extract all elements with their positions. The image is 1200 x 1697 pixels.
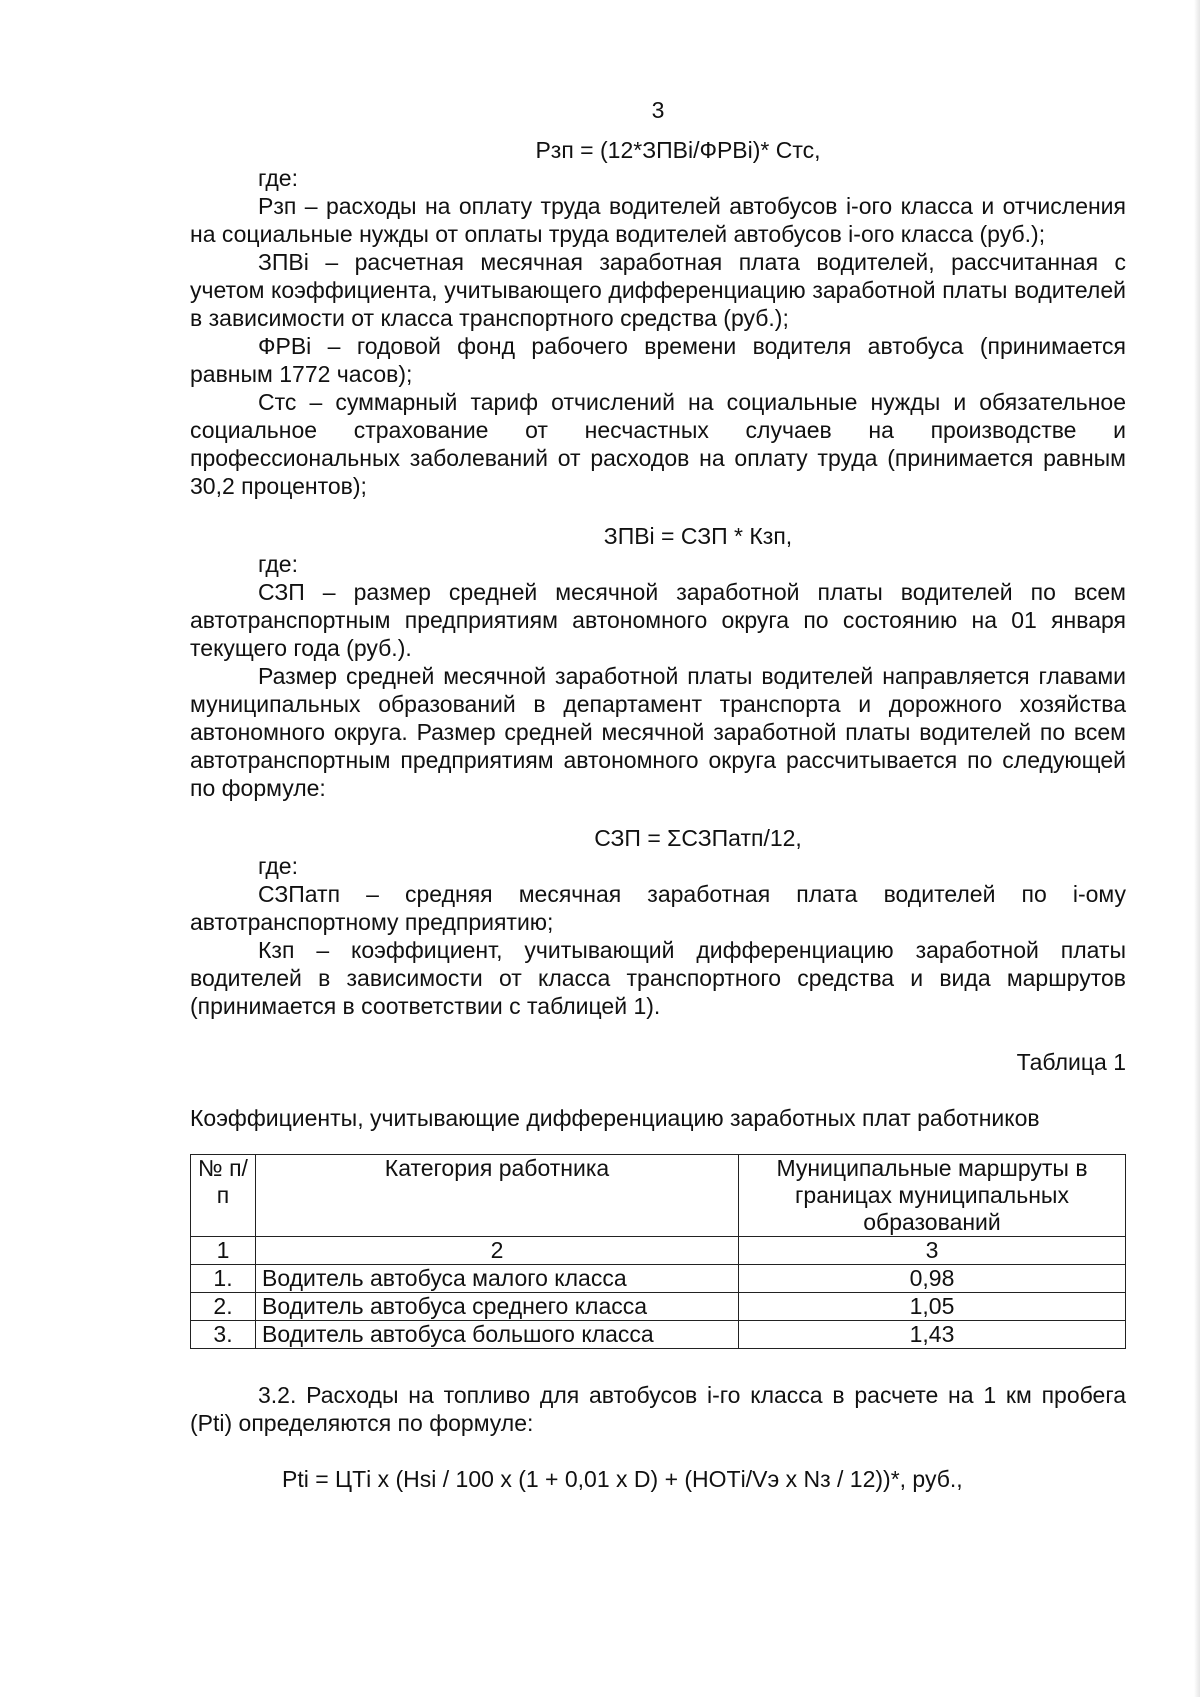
row-number: 1. xyxy=(191,1265,256,1293)
paragraph-szp: Размер средней месячной заработной платы водителей направляется главами муниципальных образований в департамент транспорта и дорожного хозяйства автономного округа. Размер средней месячной заработной платы водителей по всем автотранспортным предприятиям автономного округа рассчитывается по следующей по формуле: xyxy=(190,663,1126,801)
row-value: 1,43 xyxy=(739,1321,1126,1349)
formula-zpvi: ЗПВi = СЗП * Кзп, xyxy=(603,523,793,549)
formula-rzp: Рзп = (12*ЗПВi/ФРВi)* Стс, xyxy=(535,137,821,163)
formula-rti: Рti = ЦТi х (Hsi / 100 х (1 + 0,01 х D) + (НОТi/Vэ х Nз / 12))*, руб., xyxy=(282,1466,963,1492)
table-header-row xyxy=(191,1155,1126,1237)
row-category: Водитель автобуса среднего класса xyxy=(256,1293,739,1321)
document-page xyxy=(190,96,1126,1493)
where-label-1: где: xyxy=(258,165,298,191)
table-row xyxy=(191,1293,1126,1321)
definition-frvi: ФРВi – годовой фонд рабочего времени водителя автобуса (принимается равным 1772 часов); xyxy=(190,333,1126,387)
row-value: 0,98 xyxy=(739,1265,1126,1293)
definition-szp: СЗП – размер средней месячной заработной платы водителей по всем автотранспортным предприятиям автономного округа по состоянию на 01 января текущего года (руб.). xyxy=(190,579,1126,661)
where-label-3: где: xyxy=(258,853,298,879)
definition-rzp: Рзп – расходы на оплату труда водителей автобусов i-ого класса и отчисления на социальные нужды от оплаты труда водителей автобусов i-ого класса (руб.); xyxy=(190,193,1126,247)
table-numbering-row xyxy=(191,1237,1126,1265)
row-number: 3. xyxy=(191,1321,256,1349)
row-value: 1,05 xyxy=(739,1293,1126,1321)
formula-szp: СЗП = ΣСЗПатп/12, xyxy=(594,825,802,851)
table-label: Таблица 1 xyxy=(1016,1049,1126,1075)
coefficients-table xyxy=(190,1154,1126,1349)
definition-stc: Стс – суммарный тариф отчислений на социальные нужды и обязательное социальное страхование от несчастных случаев на производстве и профессиональных заболеваний от расходов на оплату труда (принимается равным 30,2 процентов); xyxy=(190,389,1126,499)
definition-kzp: Кзп – коэффициент, учитывающий дифференциацию заработной платы водителей в зависимости от класса транспортного средства и вида маршрутов (принимается в соответствии с таблицей 1). xyxy=(190,937,1126,1019)
where-label-2: где: xyxy=(258,551,298,577)
definition-szpatp: СЗПатп – средняя месячная заработная плата водителей по i-ому автотранспортному предприятию; xyxy=(190,881,1126,935)
table-row xyxy=(191,1265,1126,1293)
section-3-2: 3.2. Расходы на топливо для автобусов i-го класса в расчете на 1 км пробега (Рti) определяются по формуле: xyxy=(190,1382,1126,1436)
page-number: 3 xyxy=(651,97,665,123)
table-cell: 3 xyxy=(739,1237,1126,1265)
header-number: № п/п xyxy=(191,1155,256,1237)
row-number: 2. xyxy=(191,1293,256,1321)
table-cell: 1 xyxy=(191,1237,256,1265)
table-cell: 2 xyxy=(256,1237,739,1265)
page-edge xyxy=(1194,0,1200,1697)
row-category: Водитель автобуса большого класса xyxy=(256,1321,739,1349)
definition-zpvi: ЗПВi – расчетная месячная заработная плата водителей, рассчитанная с учетом коэффициента, учитывающего дифференциацию заработной платы водителей в зависимости от класса транспортного средства (руб.); xyxy=(190,249,1126,331)
row-category: Водитель автобуса малого класса xyxy=(256,1265,739,1293)
table-caption: Коэффициенты, учитывающие дифференциацию заработных плат работников xyxy=(190,1105,1040,1131)
table-row xyxy=(191,1321,1126,1349)
header-municipal-routes: Муниципальные маршруты в границах муниципальных образований xyxy=(739,1155,1126,1237)
header-category: Категория работника xyxy=(256,1155,739,1237)
